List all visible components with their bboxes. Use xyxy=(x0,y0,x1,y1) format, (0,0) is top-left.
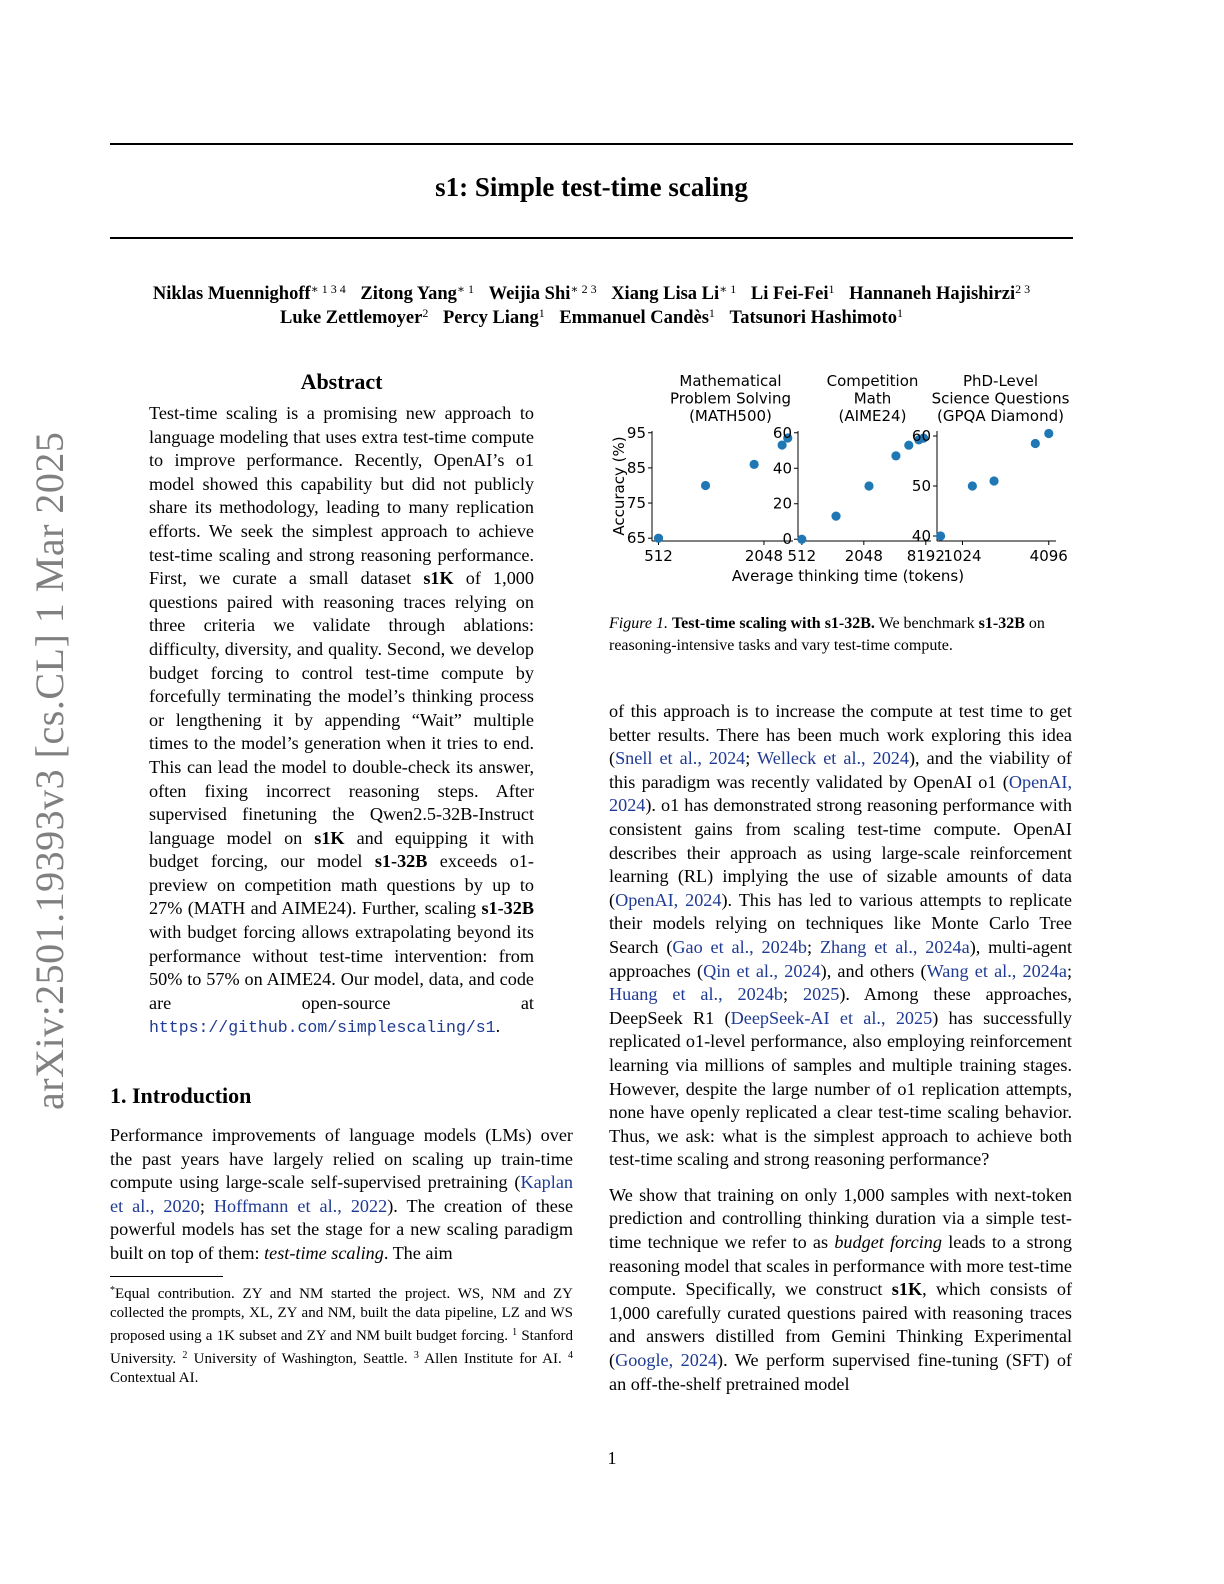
citation-link[interactable]: OpenAI, 2024 xyxy=(609,771,1072,816)
y-tick-label: 50 xyxy=(911,477,931,495)
author: Li Fei-Fei$^1$ xyxy=(750,282,835,304)
x-tick-label: 8192 xyxy=(906,547,945,565)
paragraph: of this approach is to increase the compute at test time to get better results. There has been much work exploring this idea (Snell et al., 2024; Welleck et al., 2024), and the viability of this paradigm was recently validated by OpenAI o1 (OpenAI, 2024). o1 has demonstrated strong reasoning performance with consistent gains from scaling test-time compute. OpenAI describes their approach as using large-scale reinforcement learning (RL) implying the use of sizable amounts of data (OpenAI, 2024). This has led to various attempts to replicate their models relying on techniques like Monte Carlo Tree Search (Gao et al., 2024b; Zhang et al., 2024a), multi-agent approaches (Qin et al., 2024), and others (Wang et al., 2024a; Huang et al., 2024b; 2025). Among these approaches, DeepSeek R1 (DeepSeek-AI et al., 2025) has successfully replicated o1-level performance, also employing reinforcement learning via millions of samples and multiple training stages. However, despite the large number of o1 replication attempts, none have openly replicated a clear test-time scaling behavior. Thus, we ask: what is the simplest approach to achieve both test-time scaling and strong reasoning performance? xyxy=(609,701,1073,1170)
x-tick-label: 512 xyxy=(644,547,673,565)
citation-link[interactable]: Hoffmann et al., 2022 xyxy=(213,1195,388,1216)
figure-1-chart xyxy=(600,365,1080,590)
paragraph: We show that training on only 1,000 samples with next-token prediction and controlling thinking duration via a simple test-time technique we refer to as budget forcing leads to a strong reasoning model that scales in performance with more test-time compute. Specifically, we construct s1K, which consists of 1,000 carefully curated questions paired with reasoning traces and answers distilled from Gemini Thinking Experimental (Google, 2024). We perform supervised fine-tuning (SFT) of an off-the-shelf pretrained model xyxy=(609,1184,1073,1394)
citation-link[interactable]: Google, 2024 xyxy=(615,1350,718,1371)
author-list-line-2 xyxy=(110,306,1073,329)
citation-link[interactable]: Kaplan et al., 2020 xyxy=(110,1172,573,1216)
footnote-rule xyxy=(110,1276,223,1277)
y-tick-label: 0 xyxy=(782,530,792,549)
y-tick-label: 40 xyxy=(911,527,931,545)
x-tick-label: 2048 xyxy=(744,547,784,565)
intro-paragraph: Performance improvements of language models (LMs) over the past years have largely relied on scaling up train-time compute using large-scale self-supervised pretraining (Kaplan et al., 2020; Hoffmann et al., 2022). The creation of these powerful models has set the stage for a new scaling paradigm built on top of them: test-time scaling. The aim xyxy=(110,1125,574,1263)
citation-link[interactable]: 2025 xyxy=(803,984,840,1005)
y-tick-label: 60 xyxy=(911,427,931,445)
abstract-heading: Abstract xyxy=(300,369,383,394)
citation-link[interactable]: OpenAI, 2024 xyxy=(615,889,722,910)
panel-title-line: (MATH500) xyxy=(689,407,772,425)
panel-title-line: Competition xyxy=(826,372,919,390)
author-list-line-1 xyxy=(110,282,1073,305)
citation-link[interactable]: Gao et al., 2024b xyxy=(672,936,808,957)
data-point xyxy=(989,476,998,485)
citation-link[interactable]: DeepSeek-AI et al., 2025 xyxy=(730,1007,933,1028)
title-top-rule xyxy=(110,143,1073,145)
citation-link[interactable]: Welleck et al., 2024 xyxy=(757,748,909,769)
data-point xyxy=(1044,429,1053,438)
panel-title-line: (GPQA Diamond) xyxy=(937,407,1064,425)
author: Tatsunori Hashimoto$^1$ xyxy=(729,306,903,328)
data-point xyxy=(750,460,759,469)
panel-title-line: Science Questions xyxy=(931,389,1070,408)
x-tick-label: 512 xyxy=(787,547,817,565)
figure-caption: Figure 1. Test-time scaling with s1-32B. We benchmark s1-32B on reasoning-intensive tasks and vary test-time compute. xyxy=(609,615,1045,654)
paper-title: s1: Simple test-time scaling xyxy=(435,172,748,202)
arxiv-stamp: arXiv:2501.19393v3 [cs.CL] 1 Mar 2025 xyxy=(27,431,72,1110)
y-tick-label: 65 xyxy=(626,529,646,548)
y-tick-label: 85 xyxy=(626,458,646,477)
panel-title-line: Mathematical xyxy=(679,372,782,390)
data-point xyxy=(831,512,840,521)
right-column-text xyxy=(609,700,1072,1396)
data-point xyxy=(1031,439,1040,448)
data-point xyxy=(654,534,663,543)
data-point xyxy=(968,481,977,490)
data-point xyxy=(891,451,900,460)
y-tick-label: 60 xyxy=(772,423,792,442)
citation-link[interactable]: Qin et al., 2024 xyxy=(703,960,821,981)
x-tick-label: 4096 xyxy=(1029,547,1068,565)
data-point xyxy=(797,535,806,544)
y-tick-label: 95 xyxy=(626,423,646,442)
author: Luke Zettlemoyer$^2$ xyxy=(280,306,429,328)
data-point xyxy=(936,531,945,540)
citation-link[interactable]: Snell et al., 2024 xyxy=(615,748,746,769)
footnote: *Equal contribution. ZY and NM started the project. WS, NM and ZY collected the prompts, XL, ZY and NM, built the data pipeline, LZ and WS proposed using a 1K subset and ZY and NM built budget forcing. $^1$ Stanford University. $^2$ University of Washington, Seattle. $^3$ Allen Institute for AI. $^4$ Contextual AI. xyxy=(110,1285,573,1386)
data-point xyxy=(701,481,710,490)
y-tick-label: 40 xyxy=(772,459,792,478)
x-tick-label: 1024 xyxy=(943,547,982,565)
data-point xyxy=(864,481,873,490)
author: Percy Liang$^1$ xyxy=(442,306,545,328)
y-tick-label: 75 xyxy=(626,494,646,513)
y-axis-label: Accuracy (%) xyxy=(610,436,628,536)
panel-title-line: Problem Solving xyxy=(669,389,792,408)
panel-title-line: (AIME24) xyxy=(838,407,907,425)
author: Weijia Shi$^{∗ 2 3}$ xyxy=(488,282,597,304)
github-link[interactable]: https://github.com/simplescaling/s1 xyxy=(149,1018,496,1038)
panel-title-line: Math xyxy=(853,389,892,408)
author: Xiang Lisa $Li^{∗ 1}$ xyxy=(611,282,737,304)
author: Niklas Muennighoff$^{∗ 1 3 4}$ xyxy=(152,282,346,304)
citation-link[interactable]: Huang et al., 2024b xyxy=(609,984,784,1005)
panel-title-line: PhD-Level xyxy=(962,372,1039,390)
page-number: 1 xyxy=(607,1448,617,1468)
author: Zitong Yang$^{∗ 1}$ xyxy=(360,282,475,304)
citation-link[interactable]: Wang et al., 2024a xyxy=(926,960,1067,981)
x-axis-label: Average thinking time (tokens) xyxy=(731,567,965,585)
citation-link[interactable]: Zhang et al., 2024a xyxy=(819,936,970,957)
author: Hannaneh Hajishirzi$^{2 3}$ xyxy=(849,282,1031,304)
author: Emmanuel Candès$^1$ xyxy=(559,306,715,328)
abstract-body: Test-time scaling is a promising new approach to language modeling that uses extra test-time compute to improve performance. Recently, OpenAI’s o1 model showed this capability but did not publicly share its methodology, leading to many replication efforts. We seek the simplest approach to achieve test-time scaling and strong reasoning performance. First, we curate a small dataset s1K of 1,000 questions paired with reasoning traces relying on three criteria we validate through ablations: difficulty, diversity, and quality. Second, we develop budget forcing to control test-time compute by forcefully terminating the model’s thinking process or lengthening it by appending “Wait” multiple times to the model’s generation when it tries to end. This can lead the model to double-check its answer, often fixing incorrect reasoning steps. After supervised finetuning the Qwen2.5-32B-Instruct language model on s1K and equipping it with budget forcing, our model s1-32B exceeds o1-preview on competition math questions by up to 27% (MATH and AIME24). Further, scaling s1-32B with budget forcing allows extrapolating beyond its performance without test-time intervention: from 50% to 57% on AIME24. Our model, data, and code are open-source at https://github.com/simplescaling/s1. xyxy=(149,403,534,1038)
title-bottom-rule xyxy=(110,237,1073,239)
y-tick-label: 20 xyxy=(772,494,792,513)
section-heading-introduction: 1. Introduction xyxy=(110,1083,252,1108)
x-tick-label: 2048 xyxy=(844,547,883,565)
